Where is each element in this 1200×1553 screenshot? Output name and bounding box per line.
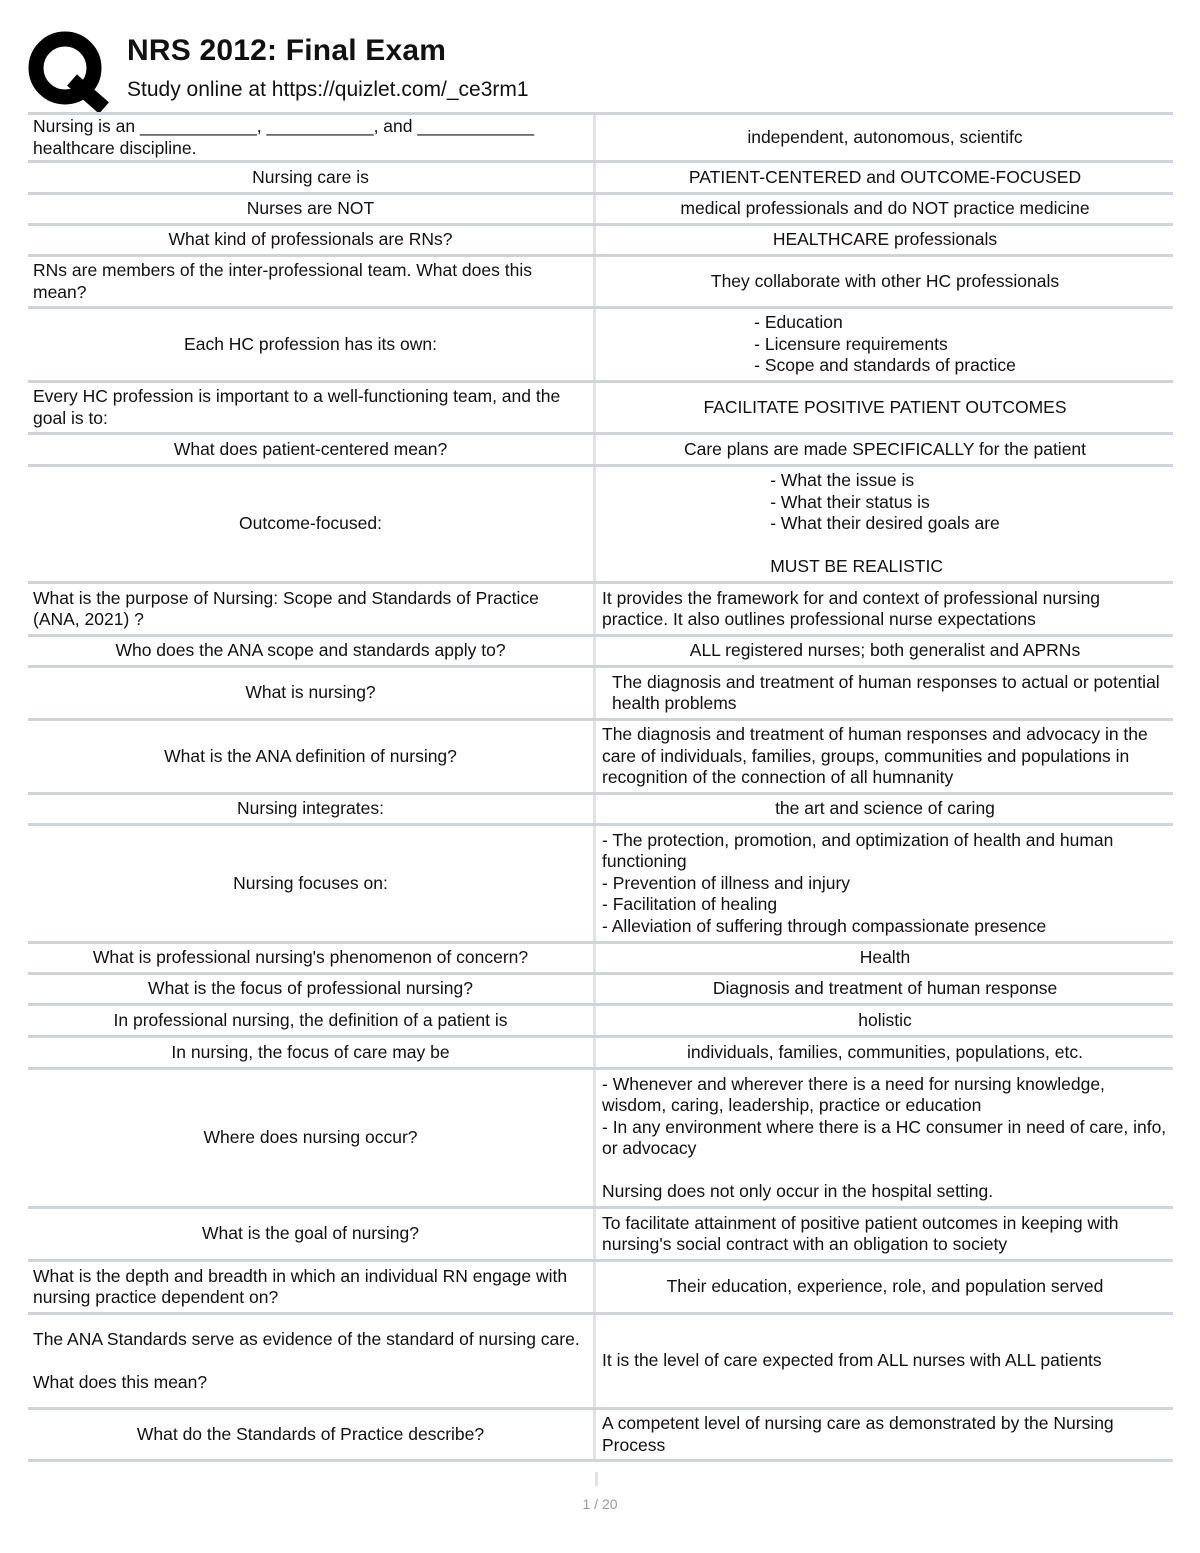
flashcard-row — [28, 668, 1173, 721]
card-definition: independent, autonomous, scientifc — [747, 126, 1023, 147]
flashcard-row — [28, 1262, 1173, 1315]
card-definition: medical professionals and do NOT practice medicine — [680, 198, 1090, 219]
card-term: Where does nursing occur? — [28, 1070, 596, 1206]
card-term: Nurses are NOT — [28, 195, 596, 223]
flashcard-row — [28, 257, 1173, 309]
card-definition: It is the level of care expected from ALL nurses with ALL patients — [602, 1350, 1102, 1371]
card-definition: Health — [859, 947, 911, 968]
card-definition: FACILITATE POSITIVE PATIENT OUTCOMES — [703, 396, 1067, 417]
card-definition: holistic — [858, 1009, 912, 1030]
flashcard-row — [28, 584, 1173, 637]
card-term: What is the goal of nursing? — [28, 1209, 596, 1259]
card-definition: HEALTHCARE professionals — [772, 229, 998, 250]
card-term: Nursing is an ____________, ___________, and ____________ healthcare discipline. — [28, 115, 596, 160]
flashcard-row — [28, 467, 1173, 584]
flashcard-row — [28, 195, 1173, 226]
card-term: Nursing care is — [28, 163, 596, 192]
flashcard-row — [28, 309, 1173, 383]
flashcard-row — [28, 163, 1173, 195]
card-term: The ANA Standards serve as evidence of the standard of nursing care. What does this mean? — [28, 1315, 596, 1407]
page-number: 1 / 20 — [582, 1496, 618, 1512]
card-term: Nursing focuses on: — [28, 826, 596, 941]
card-definition: PATIENT-CENTERED and OUTCOME-FOCUSED — [688, 166, 1082, 187]
page-header — [28, 28, 1178, 106]
flashcard-table — [28, 112, 1173, 1462]
flashcard-row — [28, 1209, 1173, 1262]
flashcard-row — [28, 795, 1173, 826]
flashcard-row — [28, 435, 1173, 467]
flashcard-row — [28, 637, 1173, 668]
card-term: What is the focus of professional nursing? — [28, 975, 596, 1003]
card-term: What is the depth and breadth in which an individual RN engage with nursing practice dependent on? — [28, 1262, 596, 1312]
card-definition: The diagnosis and treatment of human responses and advocacy in the care of individuals, families, groups, communities and populations in recognition of the connection of all humnanity — [602, 724, 1148, 788]
card-term: RNs are members of the inter-professional team. What does this mean? — [28, 257, 596, 306]
flashcard-row — [28, 383, 1173, 435]
flashcard-row — [28, 1070, 1173, 1209]
card-definition: Care plans are made SPECIFICALLY for the patient — [683, 438, 1087, 459]
card-term: Outcome-focused: — [28, 467, 596, 581]
card-term: Who does the ANA scope and standards apply to? — [28, 637, 596, 665]
card-term: Each HC profession has its own: — [28, 309, 596, 380]
card-term: What is the purpose of Nursing: Scope and Standards of Practice (ANA, 2021) ? — [28, 584, 596, 634]
card-term: Nursing integrates: — [28, 795, 596, 823]
card-definition: the art and science of caring — [775, 798, 995, 819]
study-online-link[interactable]: Study online at https://quizlet.com/_ce3rm1 — [127, 78, 529, 101]
flashcard-row — [28, 226, 1173, 257]
flashcard-row — [28, 1038, 1173, 1070]
card-definition-text: - Education - Licensure requirements - Scope and standards of practice — [754, 312, 1016, 376]
card-term: What is the ANA definition of nursing? — [28, 721, 596, 792]
column-divider-tail — [595, 1472, 598, 1486]
card-definition: individuals, families, communities, populations, etc. — [687, 1041, 1083, 1062]
card-definition — [596, 309, 1173, 380]
card-definition: - The protection, promotion, and optimization of health and human functioning - Prevention of illness and injury - Facilitation of healing - Alleviation of suffering through compassionate presence — [602, 829, 1114, 936]
page-title: NRS 2012: Final Exam — [127, 34, 447, 67]
card-term: What kind of professionals are RNs? — [28, 226, 596, 254]
flashcard-row — [28, 115, 1173, 163]
flashcard-row — [28, 721, 1173, 795]
card-term: What does patient-centered mean? — [28, 435, 596, 464]
card-term: What is nursing? — [28, 668, 596, 718]
card-term: What do the Standards of Practice describe? — [28, 1410, 596, 1459]
card-definition: ALL registered nurses; both generalist and APRNs — [689, 640, 1081, 661]
card-term: What is professional nursing's phenomenon of concern? — [28, 944, 596, 972]
card-definition: To facilitate attainment of positive patient outcomes in keeping with nursing's social contract with an obligation to society — [602, 1212, 1119, 1254]
card-term: Every HC profession is important to a well-functioning team, and the goal is to: — [28, 383, 596, 432]
flashcard-row — [28, 1006, 1173, 1038]
flashcard-row — [28, 1410, 1173, 1462]
card-definition: It provides the framework for and context of professional nursing practice. It also outlines professional nurse expectations — [602, 587, 1101, 629]
card-definition-text: - What the issue is - What their status is - What their desired goals are MUST BE REALISTIC — [770, 470, 1000, 577]
flashcard-row — [28, 944, 1173, 975]
flashcard-row — [28, 975, 1173, 1006]
card-definition: - Whenever and wherever there is a need for nursing knowledge, wisdom, caring, leadership, practice or education - In any environment where there is a HC consumer in need of care, info, or advocacy Nursing does not only occur in the hospital setting. — [602, 1073, 1167, 1201]
card-term: In nursing, the focus of care may be — [28, 1038, 596, 1067]
flashcard-row — [28, 1315, 1173, 1410]
card-definition: Diagnosis and treatment of human response — [712, 978, 1058, 999]
card-definition: The diagnosis and treatment of human responses to actual or potential health problems — [612, 671, 1160, 713]
quizlet-logo-icon — [28, 30, 110, 112]
card-term: In professional nursing, the definition of a patient is — [28, 1006, 596, 1035]
flashcard-row — [28, 826, 1173, 944]
card-definition — [596, 467, 1173, 581]
card-definition: Their education, experience, role, and population served — [666, 1276, 1104, 1297]
card-definition: They collaborate with other HC professionals — [710, 270, 1060, 291]
card-definition: A competent level of nursing care as demonstrated by the Nursing Process — [602, 1413, 1114, 1455]
